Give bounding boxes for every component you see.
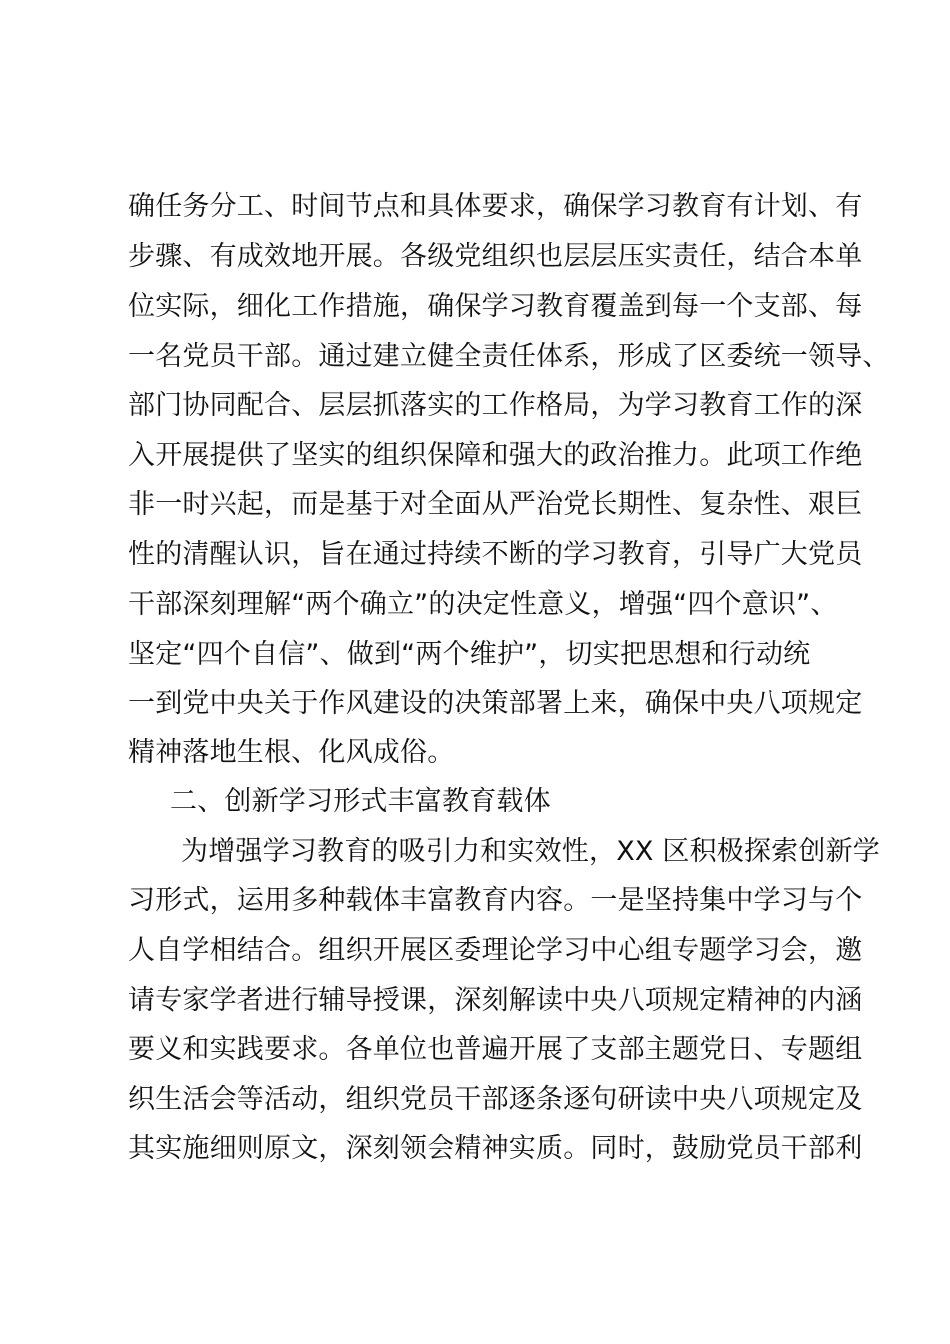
paragraph-line-3: 位实际，细化工作措施，确保学习教育覆盖到每一个支部、每 (128, 291, 863, 322)
paragraph2-line-7: 其实施细则原文，深刻领会精神实质。同时，鼓励党员干部利 (128, 1133, 863, 1164)
paragraph-line-2: 步骤、有成效地开展。各级党组织也层层压实责任，结合本单 (128, 241, 863, 272)
paragraph-line-5: 部门协同配合、层层抓落实的工作格局，为学习教育工作的深 (128, 390, 863, 421)
paragraph-line-11: 一到党中央关于作风建设的决策部署上来，确保中央八项规定 (128, 688, 863, 719)
paragraph2-line-5: 要义和实践要求。各单位也普遍开展了支部主题党日、专题组 (128, 1034, 863, 1065)
paragraph2-line-1: 为增强学习教育的吸引力和实效性，XX 区积极探索创新学 (181, 836, 880, 867)
paragraph-line-12: 精神落地生根、化风成俗。 (128, 737, 455, 768)
paragraph-line-6: 入开展提供了坚实的组织保障和强大的政治推力。此项工作绝 (128, 440, 863, 471)
paragraph2-line-3: 人自学相结合。组织开展区委理论学习中心组专题学习会，邀 (128, 935, 863, 966)
paragraph-line-7: 非一时兴起，而是基于对全面从严治党长期性、复杂性、艰巨 (128, 489, 863, 520)
paragraph2-line-6: 织生活会等活动，组织党员干部逐条逐句研读中央八项规定及 (128, 1084, 863, 1115)
paragraph-line-8: 性的清醒认识，旨在通过持续不断的学习教育，引导广大党员 (128, 539, 863, 570)
paragraph2-line-4: 请专家学者进行辅导授课，深刻解读中央八项规定精神的内涵 (128, 985, 863, 1016)
paragraph2-line-2: 习形式，运用多种载体丰富教育内容。一是坚持集中学习与个 (128, 885, 863, 916)
section-heading: 二、创新学习形式丰富教育载体 (170, 786, 551, 817)
paragraph-line-1: 确任务分工、时间节点和具体要求，确保学习教育有计划、有 (128, 191, 863, 222)
paragraph-line-4: 一名党员干部。通过建立健全责任体系，形成了区委统一领导、 (128, 341, 890, 372)
paragraph-line-10: 坚定“四个自信”、做到“两个维护”，切实把思想和行动统 (128, 639, 811, 670)
paragraph-line-9: 干部深刻理解“两个确立”的决定性意义，增强“四个意识”、 (128, 589, 838, 620)
